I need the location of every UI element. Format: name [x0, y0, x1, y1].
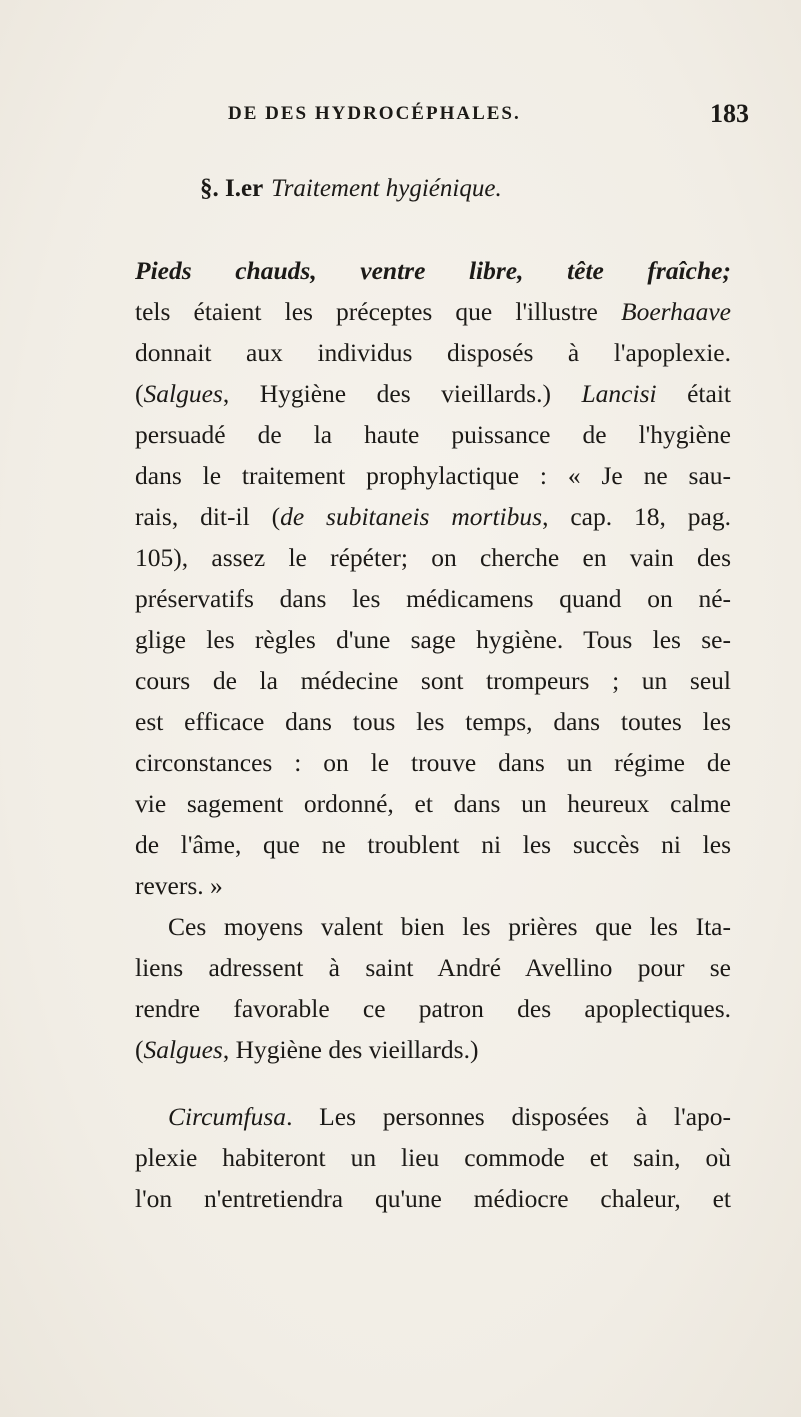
- text-segment: était: [656, 379, 732, 408]
- text-segment: glige les règles d'une sage hygiène. Tous les se-: [135, 625, 731, 654]
- text-line: [135, 338, 731, 368]
- text-segment: préservatifs dans les médicamens quand on né-: [135, 584, 731, 613]
- section-title: Traitement hygiénique.: [271, 175, 502, 202]
- text-segment: (: [135, 1035, 144, 1064]
- text-segment: de l'âme, que ne troublent ni les succès ni les: [135, 830, 731, 859]
- text-segment: Pieds chauds, ventre libre, tête fraîche;: [135, 256, 731, 285]
- text-segment: liens adressent à saint André Avellino pour se: [135, 953, 731, 982]
- text-segment: Salgues: [143, 379, 223, 408]
- text-segment: , cap. 18, pag.: [542, 502, 731, 531]
- text-segment: Boerhaave: [621, 297, 731, 326]
- text-line: [168, 912, 731, 942]
- text-line: [135, 994, 731, 1024]
- text-line: [168, 1102, 731, 1132]
- page-number: 183: [710, 99, 749, 128]
- text-segment: cours de la médecine sont trompeurs ; un seul: [135, 666, 731, 695]
- text-segment: circonstances : on le trouve dans un régime de: [135, 748, 731, 777]
- text-segment: persuadé de la haute puissance de l'hygiène: [135, 420, 731, 449]
- text-segment: rendre favorable ce patron des apoplectiques.: [135, 994, 731, 1023]
- text-segment: est efficace dans tous les temps, dans toutes les: [135, 707, 731, 736]
- running-title: DE DES HYDROCÉPHALES.: [228, 103, 521, 124]
- text-segment: (: [135, 379, 144, 408]
- text-line: [135, 830, 731, 860]
- text-line: [135, 1184, 731, 1214]
- text-segment: . Les personnes disposées à l'apo-: [286, 1102, 731, 1131]
- text-segment: de subitaneis mortibus: [280, 502, 543, 531]
- text-segment: , Hygiène des vieillards.): [222, 379, 582, 408]
- text-line: [135, 1143, 731, 1173]
- text-line: [135, 297, 731, 327]
- text-segment: Salgues: [143, 1035, 223, 1064]
- page-header: [0, 99, 801, 133]
- text-segment: rais, dit-il (: [135, 502, 281, 531]
- text-line: [135, 256, 731, 286]
- text-line: [135, 953, 731, 983]
- text-line: [135, 543, 731, 573]
- text-line: [135, 748, 731, 778]
- text-line: [135, 420, 731, 450]
- text-line: [135, 379, 731, 409]
- text-segment: donnait aux individus disposés à l'apoplexie.: [135, 338, 731, 367]
- text-segment: Ces moyens valent bien les prières que les Ita-: [168, 912, 731, 941]
- text-segment: Lancisi: [581, 379, 657, 408]
- section-number: §. I.er: [200, 175, 264, 202]
- text-segment: Circumfusa: [168, 1102, 287, 1131]
- text-line: [135, 502, 731, 532]
- text-segment: tels étaient les préceptes que l'illustre: [135, 297, 621, 326]
- text-line: [135, 871, 731, 901]
- text-line: [135, 625, 731, 655]
- section-heading: [200, 175, 502, 203]
- text-segment: plexie habiteront un lieu commode et sain, où: [135, 1143, 731, 1172]
- text-segment: 105), assez le répéter; on cherche en vain des: [135, 543, 731, 572]
- text-line: [135, 666, 731, 696]
- text-line: [135, 584, 731, 614]
- text-segment: , Hygiène des vieillards.): [222, 1035, 479, 1064]
- text-line: [135, 1035, 731, 1065]
- text-line: [135, 789, 731, 819]
- text-segment: l'on n'entretiendra qu'une médiocre chaleur, et: [135, 1184, 731, 1213]
- text-segment: dans le traitement prophylactique : « Je ne sau-: [135, 461, 731, 490]
- text-line: [135, 461, 731, 491]
- text-segment: vie sagement ordonné, et dans un heureux calme: [135, 789, 731, 818]
- text-segment: revers. »: [135, 871, 223, 900]
- text-line: [135, 707, 731, 737]
